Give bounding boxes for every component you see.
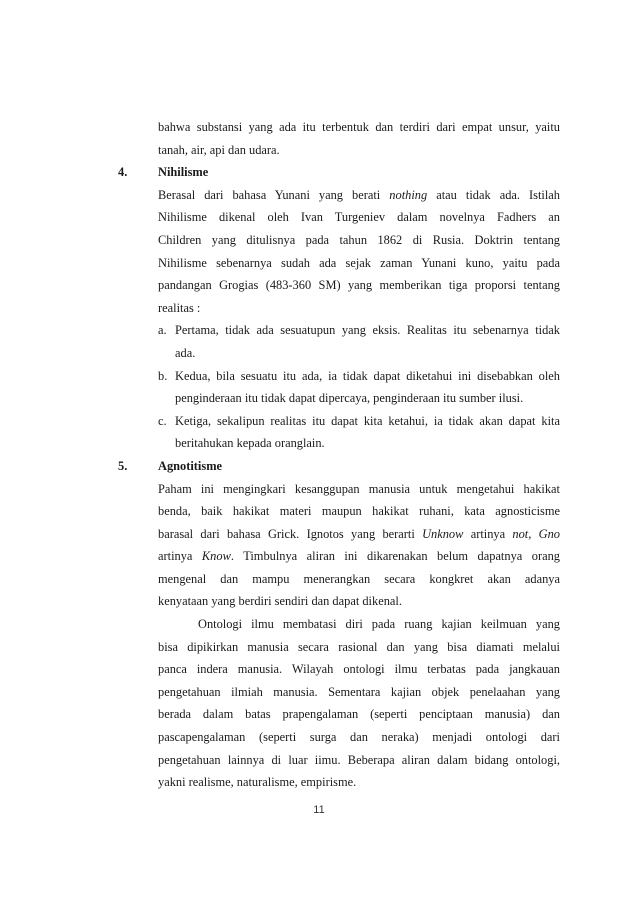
section-title: Agnotitisme [158, 458, 223, 473]
list-item [118, 365, 560, 410]
section-number: 5. [118, 458, 128, 473]
text-line: Children yang ditulisnya pada tahun 1862 di Rusia. Doktrin tentang [158, 232, 560, 247]
nihilisme-paragraph [118, 184, 560, 320]
list-item [118, 410, 560, 455]
text-line: pengetahuan lainnya di luar iimu. Beberapa aliran dalam bidang ontologi, [158, 752, 560, 767]
text-line: benda, baik hakikat materi maupun hakikat ruhani, kata agnosticisme [158, 504, 560, 519]
text-line: pascapengalaman (seperti surga dan neraka) menjadi ontologi dari [158, 730, 560, 745]
text-line: penginderaan itu tidak dapat dipercaya, penginderaan itu sumber ilusi. [175, 391, 524, 406]
text-line: pengetahuan ilmiah manusia. Sementara kajian objek penelaahan yang [158, 684, 560, 699]
text-line: kenyataan yang berdiri sendiri dan dapat dikenal. [158, 594, 402, 609]
page-number: 11 [313, 804, 325, 816]
text-line: mengenal dan mampu menerangkan secara kongkret akan adanya [158, 571, 560, 586]
emphasis-text: nothing [389, 187, 428, 202]
text-line: yakni realisme, naturalisme, empirisme. [158, 775, 357, 790]
section-number: 4. [118, 165, 128, 180]
document-page [118, 116, 560, 794]
text-line: panca indera manusia. Wilayah ontologi ilmu terbatas pada jangkauan [158, 662, 560, 677]
section-title: Nihilisme [158, 165, 209, 180]
emphasis-text: not, Gno [512, 526, 560, 541]
text-line: Ontologi ilmu membatasi diri pada ruang kajian keilmuan yang [198, 617, 560, 632]
text-line: bahwa substansi yang ada itu terbentuk dan terdiri dari empat unsur, yaitu [158, 120, 560, 134]
ontologi-paragraph [118, 613, 560, 794]
section-heading-agnotitisme [118, 455, 560, 478]
text-line: Nihilisme dikenal oleh Ivan Turgeniev dalam novelnya Fadhers an [158, 210, 560, 225]
list-marker: b. [158, 368, 168, 383]
text-line: Kedua, bila sesuatu itu ada, ia tidak dapat diketahui ini disebabkan oleh [175, 368, 560, 383]
text-line: Paham ini mengingkari kesanggupan manusia untuk mengetahui hakikat [158, 481, 560, 496]
agnotitisme-paragraph [118, 478, 560, 614]
emphasis-text: Unknow [422, 526, 464, 541]
text-line: tanah, air, api dan udara. [158, 142, 280, 157]
list-marker: a. [158, 323, 167, 338]
text-line: barasal dari bahasa Grick. Ignotos yang berarti Unknow artinya not, Gno [158, 526, 560, 541]
list-item [118, 319, 560, 364]
emphasis-text: Know [201, 549, 231, 564]
section-heading-nihilisme [118, 161, 560, 184]
text-line: bisa dipikirkan manusia secara rasional dan yang bisa diamati melalui [158, 639, 560, 654]
intro-paragraph [118, 116, 560, 161]
text-line: berada dalam batas prapengalaman (seperti penciptaan manusia) dan [158, 707, 560, 722]
text-line: realitas : [158, 300, 201, 315]
text-line: artinya Know. Timbulnya aliran ini dikarenakan belum dapatnya orang [158, 549, 560, 564]
text-line: beritahukan kepada oranglain. [175, 436, 325, 451]
text-line: Pertama, tidak ada sesuatupun yang eksis. Realitas itu sebenarnya tidak [175, 323, 560, 338]
text-line: Nihilisme sebenarnya sudah ada sejak zaman Yunani kuno, yaitu pada [158, 255, 560, 270]
text-line: Berasal dari bahasa Yunani yang berati nothing atau tidak ada. Istilah [158, 187, 560, 202]
text-line: ada. [175, 345, 196, 360]
list-marker: c. [158, 413, 167, 428]
text-line: Ketiga, sekalipun realitas itu dapat kita ketahui, ia tidak akan dapat kita [175, 413, 560, 428]
text-line: pandangan Grogias (483-360 SM) yang memberikan tiga proporsi tentang [158, 278, 560, 293]
